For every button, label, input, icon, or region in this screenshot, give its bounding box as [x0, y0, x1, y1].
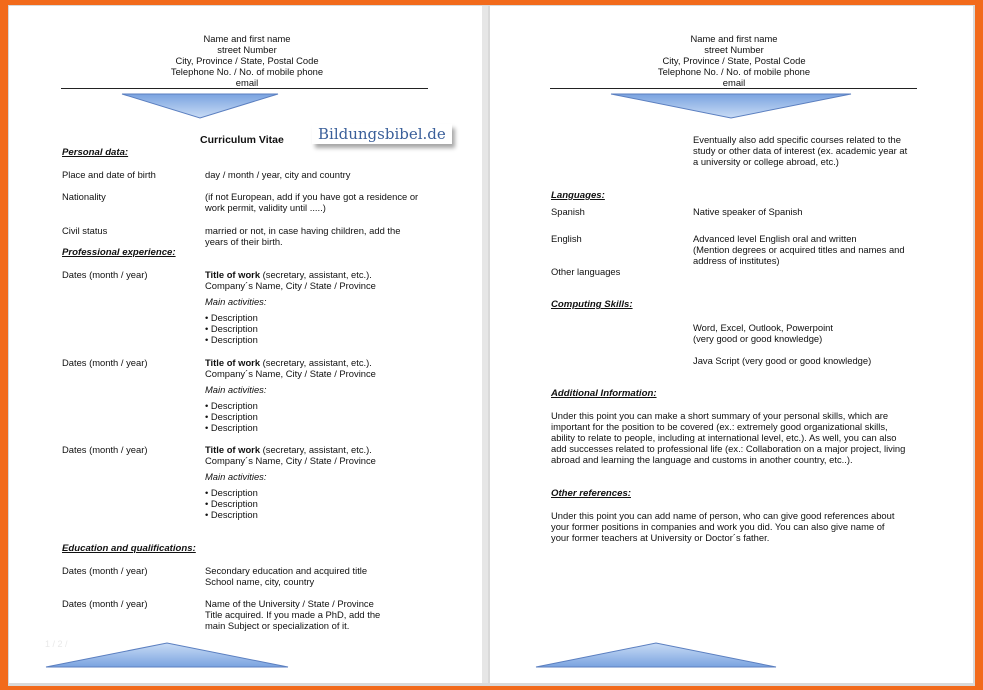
education-line: Secondary education and acquired title [205, 565, 368, 576]
education-dates: Dates (month / year) [62, 598, 148, 609]
civil-value-2: years of their birth. [205, 236, 283, 247]
page-watermark: 1 / 2 / [45, 639, 68, 649]
page-spine [482, 6, 488, 683]
job-dates: Dates (month / year) [62, 444, 148, 455]
header-name: Name and first name [690, 33, 778, 44]
job-description: • Description [205, 323, 258, 334]
header-email: email [722, 77, 746, 88]
job-title-rest: (secretary, assistant, etc.). [260, 269, 372, 280]
job-title-bold: Title of work [205, 269, 261, 280]
references-text: Under this point you can add name of person, who can give good references about [551, 510, 895, 521]
job-dates: Dates (month / year) [62, 269, 148, 280]
header-city: City, Province / State, Postal Code [175, 55, 319, 66]
professional-heading: Professional experience: [62, 247, 176, 258]
computing-line: Word, Excel, Outlook, Powerpoint [693, 322, 833, 333]
intro-line: study or other data of interest (ex. academic year at [693, 145, 908, 156]
references-text: your former teachers at University or Doctor´s father. [551, 532, 770, 543]
computing-line: (very good or good knowledge) [693, 333, 823, 344]
additional-text: important for the position to be covered (ex.: extremely good organizational skills, [551, 421, 888, 432]
header-name: Name and first name [203, 33, 291, 44]
personal-data-heading: Personal data: [62, 147, 129, 158]
education-heading: Education and qualifications: [62, 543, 196, 554]
job-title-rest: (secretary, assistant, etc.). [260, 444, 372, 455]
nationality-value-1: (if not European, add if you have got a residence or [205, 191, 419, 202]
right-page [490, 6, 973, 683]
job-activities: Main activities: [205, 471, 267, 482]
header-rule [61, 88, 428, 89]
job-activities: Main activities: [205, 384, 267, 395]
language-value: Advanced level English oral and written [693, 233, 857, 244]
header-phone: Telephone No. / No. of mobile phone [657, 66, 811, 77]
job-title [205, 444, 372, 455]
additional-text: abroad and learning the language and customs in another country, etc..). [551, 454, 853, 465]
additional-heading: Additional Information: [551, 388, 657, 399]
job-description: • Description [205, 509, 258, 520]
job-title [205, 269, 372, 280]
additional-text: add successes related to professional life (ex.: Collaboration on a major project, living [551, 443, 906, 454]
job-description: • Description [205, 498, 258, 509]
job-dates: Dates (month / year) [62, 357, 148, 368]
job-company: Company´s Name, City / State / Province [205, 455, 376, 466]
header-street: street Number [217, 44, 277, 55]
language-label: English [551, 233, 582, 244]
education-line: Name of the University / State / Province [205, 598, 374, 609]
job-title-bold: Title of work [205, 444, 261, 455]
job-title-bold: Title of work [205, 357, 261, 368]
job-description: • Description [205, 334, 258, 345]
header-email: email [235, 77, 259, 88]
additional-text: Under this point you can make a short summary of your personal skills, which are [551, 410, 889, 421]
job-title [205, 357, 372, 368]
education-dates: Dates (month / year) [62, 565, 148, 576]
language-value: (Mention degrees or acquired titles and names and [693, 244, 905, 255]
references-text: your former positions in companies and work you did. You can also give name of [551, 521, 885, 532]
references-heading: Other references: [551, 488, 631, 499]
header-rule [550, 88, 917, 89]
job-title-rest: (secretary, assistant, etc.). [260, 357, 372, 368]
education-line: Title acquired. If you made a PhD, add the [205, 609, 381, 620]
intro-line: a university or college abroad, etc.) [693, 156, 839, 167]
header-block-right [584, 33, 884, 88]
birth-label: Place and date of birth [62, 169, 156, 180]
additional-text: ability to relate to people, including at international level, etc.). As well, you can also [551, 432, 897, 443]
up-arrow-banner [45, 642, 289, 668]
language-label: Spanish [551, 206, 585, 217]
languages-heading: Languages: [551, 190, 605, 201]
bildungsbibel-logo: Bildungsbibel.de [312, 124, 452, 144]
header-phone: Telephone No. / No. of mobile phone [170, 66, 324, 77]
nationality-value-2: work permit, validity until .....) [205, 202, 326, 213]
education-line: main Subject or specialization of it. [205, 620, 350, 631]
language-label: Other languages [551, 266, 621, 277]
job-description: • Description [205, 312, 258, 323]
civil-label: Civil status [62, 225, 108, 236]
header-street: street Number [704, 44, 764, 55]
down-arrow-banner [121, 93, 279, 119]
up-arrow-banner [535, 642, 777, 668]
job-company: Company´s Name, City / State / Province [205, 368, 376, 379]
computing-line: Java Script (very good or good knowledge) [693, 355, 872, 366]
language-value: Native speaker of Spanish [693, 206, 803, 217]
job-activities: Main activities: [205, 296, 267, 307]
birth-value: day / month / year, city and country [205, 169, 351, 180]
language-value: address of institutes) [693, 255, 780, 266]
civil-value-1: married or not, in case having children, add the [205, 225, 401, 236]
left-page [9, 6, 482, 683]
computing-heading: Computing Skills: [551, 299, 633, 310]
nationality-label: Nationality [62, 191, 106, 202]
intro-line: Eventually also add specific courses related to the [693, 134, 901, 145]
job-description: • Description [205, 487, 258, 498]
job-description: • Description [205, 400, 258, 411]
education-line: School name, city, country [205, 576, 315, 587]
header-block-left [97, 33, 397, 88]
down-arrow-banner [610, 93, 852, 119]
header-city: City, Province / State, Postal Code [662, 55, 806, 66]
job-company: Company´s Name, City / State / Province [205, 280, 376, 291]
job-description: • Description [205, 411, 258, 422]
job-description: • Description [205, 422, 258, 433]
cv-title: Curriculum Vitae [200, 134, 284, 146]
